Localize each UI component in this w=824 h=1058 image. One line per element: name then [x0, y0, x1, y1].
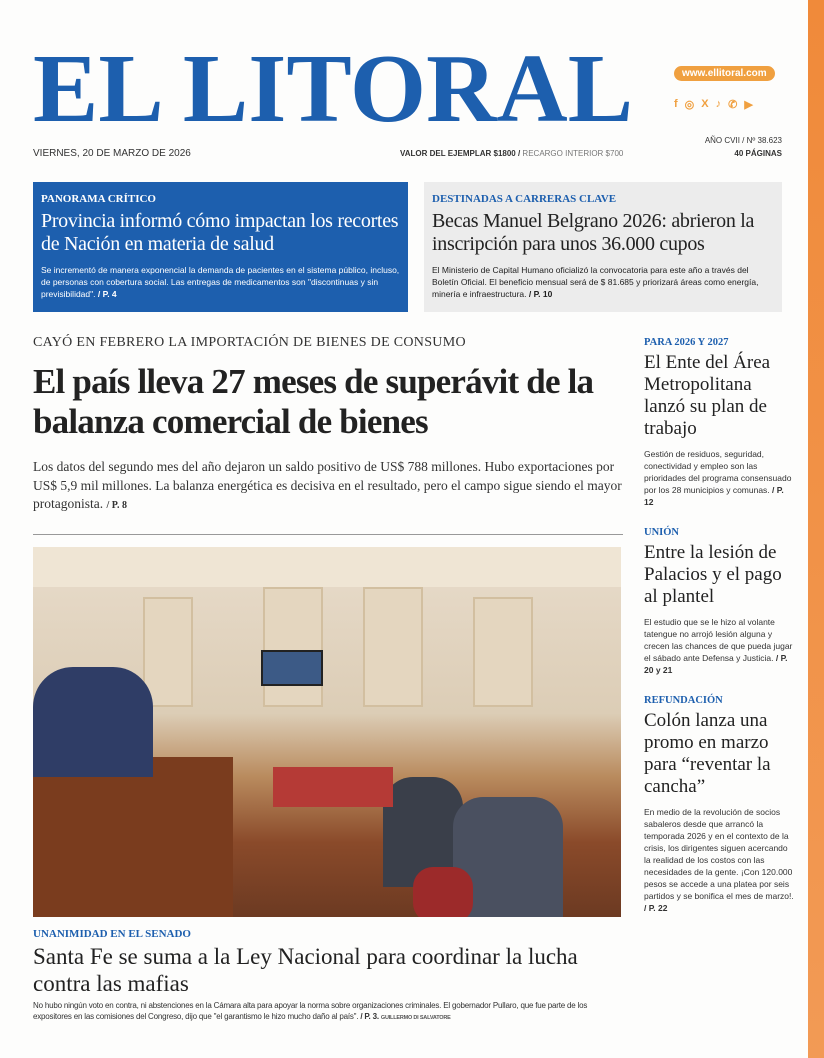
- story-body: El estudio que se le hizo al volante tatengue no arrojó lesión alguna y crecen las chances de que pueda jugar el sábado ante Defensa y Justicia. / P. 20 y 21: [644, 617, 793, 675]
- lead-body: Los datos del segundo mes del año dejaron un saldo positivo de US$ 788 millones. Hubo exportaciones por US$ 5,9 mil millones. La balanza energética es decisiva en el resultado, pero el campo sigue siendo el mayor protagonista. / P. 8: [33, 459, 622, 511]
- divider: [33, 534, 623, 535]
- story-headline: El Ente del Área Metropolitana lanzó su plan de trabajo: [644, 352, 771, 439]
- story-body: En medio de la revolución de socios sabaleros desde que arrancó la temporada 2026 y en el contexto de la crisis, los dirigentes siguen acercando la realidad de los costos con las necesidades de la gente. ¡Con 120.000 pesos se accede a una platea por seis partidos y se bonifica el mes de marzo!. / P. 22: [644, 807, 794, 913]
- sidebar: [644, 336, 794, 914]
- story-headline: Colón lanza una promo en marzo para “reventar la cancha”: [644, 710, 771, 797]
- social-icons: [674, 98, 753, 111]
- instagram-icon[interactable]: ◎: [684, 99, 695, 111]
- bottom-headline[interactable]: Santa Fe se suma a la Ley Nacional para coordinar la lucha contra las mafias: [33, 943, 578, 996]
- story-headline: Becas Manuel Belgrano 2026: abrieron la inscripción para unos 36.000 cupos: [432, 210, 755, 255]
- story-kicker: PARA 2026 Y 2027: [644, 337, 729, 348]
- issue-date: VIERNES, 20 DE MARZO DE 2026: [33, 148, 191, 159]
- story-kicker: REFUNDACIÓN: [644, 695, 723, 706]
- lead-kicker: CAYÓ EN FEBRERO LA IMPORTACIÓN DE BIENES DE CONSUMO: [33, 335, 466, 350]
- story-headline: Provincia informó cómo impactan los recortes de Nación en materia de salud: [41, 210, 399, 255]
- page-ref: / P. 20 y 21: [644, 653, 788, 675]
- story-becas[interactable]: [424, 182, 782, 312]
- newspaper-logo: EL LITORAL: [33, 35, 634, 143]
- sidebar-story-ente[interactable]: [644, 336, 794, 508]
- orange-edge-strip: [808, 0, 824, 1058]
- story-body: Gestión de residuos, seguridad, conectividad y empleo son las prioridades del programa consensuado por los 28 municipios y comunas. / P. 12: [644, 449, 792, 507]
- story-kicker: UNIÓN: [644, 527, 680, 538]
- bottom-kicker: UNANIMIDAD EN EL SENADO: [33, 927, 191, 940]
- main-column: [33, 334, 623, 1024]
- tiktok-icon[interactable]: ♪: [715, 98, 722, 110]
- story-panorama-critico[interactable]: [33, 182, 408, 312]
- sidebar-story-colon[interactable]: [644, 694, 794, 914]
- story-headline: Entre la lesión de Palacios y el pago al plantel: [644, 542, 782, 607]
- page-count: 40 PÁGINAS: [734, 149, 782, 158]
- page-ref: / P. 4: [97, 289, 117, 299]
- page-ref: / P. 12: [644, 485, 784, 507]
- story-kicker: DESTINADAS A CARRERAS CLAVE: [432, 193, 617, 205]
- price: VALOR DEL EJEMPLAR $1800 /: [400, 149, 521, 158]
- story-kicker: PANORAMA CRÍTICO: [41, 193, 156, 205]
- bottom-story: [33, 927, 623, 1024]
- whatsapp-icon[interactable]: ✆: [728, 99, 738, 111]
- page-ref: / P. 22: [644, 903, 668, 913]
- page-ref: / P. 8: [106, 500, 127, 511]
- story-body: Se incrementó de manera exponencial la demanda de pacientes en el sistema público, incluso, de personas con cobertura social. Las entregas de medicamentos son "discontinuas y sin previsibilidad". / P. 4: [41, 265, 400, 299]
- top-stories: [33, 182, 782, 312]
- sidebar-story-union[interactable]: [644, 526, 794, 676]
- youtube-icon[interactable]: ▶: [744, 99, 753, 111]
- issue-number: AÑO CVII / Nº 38.623: [704, 136, 782, 145]
- price-line: [400, 149, 623, 158]
- photo-credit: GUILLERMO DI SALVATORE: [380, 1014, 451, 1021]
- website-link[interactable]: www.ellitoral.com: [674, 66, 775, 81]
- story-body: El Ministerio de Capital Humano oficializó la convocatoria para este año a través del Boletín Oficial. El beneficio mensual será de $ 81.685 y priorizará áreas como energía, minería e infraestructura. / P. 10: [432, 265, 759, 299]
- page-ref: / P. 3.: [360, 1011, 379, 1021]
- lead-headline[interactable]: El país lleva 27 meses de superávit de la balanza comercial de bienes: [33, 362, 594, 441]
- bottom-body: No hubo ningún voto en contra, ni abstenciones en la Cámara alta para apoyar la norma sobre organizaciones criminales. El gobernador Pullaro, que fue parte de los expositores en las comisiones del Congreso, dijo que "el garantismo le hizo mucho daño al país". / P. 3. GUILLERMO DI SALVATORE: [33, 1000, 588, 1021]
- surcharge: RECARGO INTERIOR $700: [522, 149, 624, 158]
- senate-chamber-photo: [33, 547, 621, 917]
- x-icon[interactable]: X: [701, 98, 709, 110]
- facebook-icon[interactable]: f: [674, 98, 678, 110]
- page-ref: / P. 10: [528, 289, 553, 299]
